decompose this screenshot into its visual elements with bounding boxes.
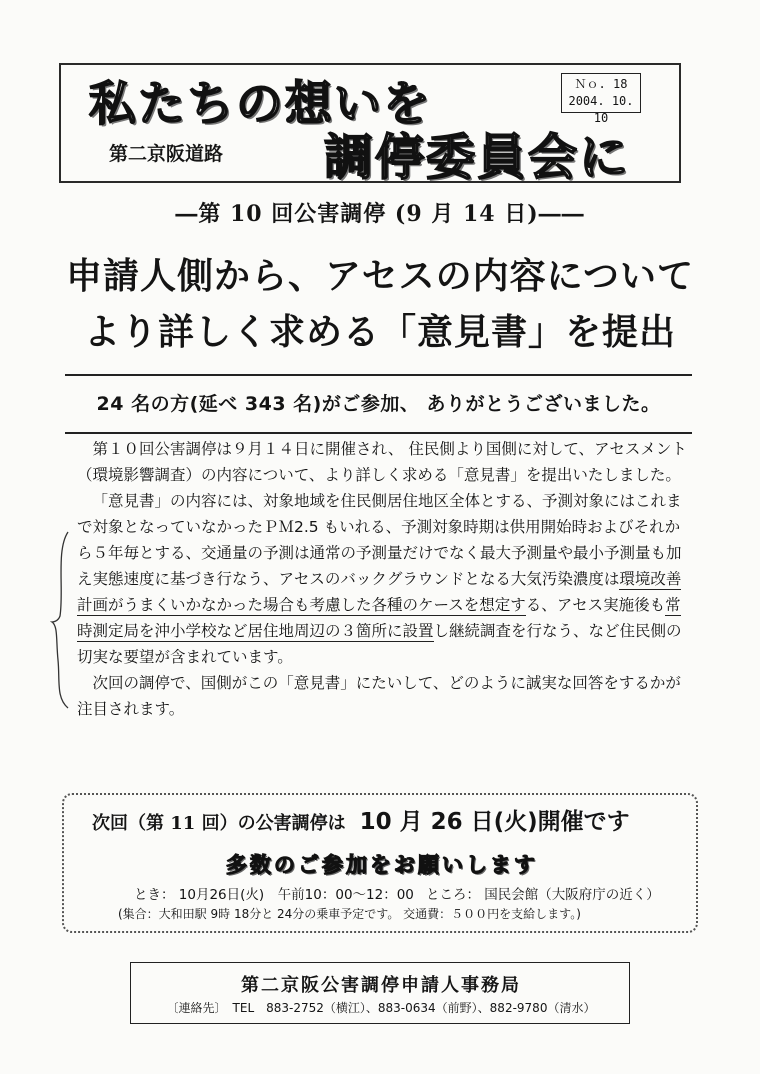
next-session-date: 10 月 26 日(火)開催です	[359, 809, 630, 835]
issue-date: 2004. 10. 10	[568, 94, 634, 125]
handwritten-bracket-mark	[50, 530, 72, 710]
headline-line-2: より詳しく求める「意見書」を提出	[83, 312, 676, 353]
session-time: とき： 10月26日(火) 午前10：00～12：00	[134, 887, 414, 903]
participation-call: 多数のご参加をお願いします	[226, 853, 538, 877]
sub-heading: ―第 10 回公害調停 (9 月 14 日)――	[175, 201, 585, 227]
article-paragraph-2-part-b: る、アセス実施後も	[525, 596, 666, 614]
article-paragraph-3: 次回の調停で、国側がこの「意見書」にたいして、どのように誠実な回答をするかが注目されます。	[77, 674, 681, 718]
office-name: 第二京阪公害調停申請人事務局	[241, 975, 521, 996]
session-venue: ところ： 国民会館（大阪府庁の近く）	[426, 887, 660, 903]
underlined-phrase-1: 環境改善計画がうまくいかなかった場合も考慮した各種のケースを想定す	[77, 570, 682, 614]
article-body	[77, 436, 687, 722]
masthead	[59, 63, 681, 186]
slogan-line-1: 私たちの想いを	[89, 77, 432, 132]
article-paragraph-2-part-c: し継続調査を行なう、など住民側の切実な要望が含まれています。	[77, 622, 682, 666]
slogan-line-2: 調停委員会に	[324, 129, 631, 186]
thanks-banner	[65, 374, 692, 434]
office-contact: 〔連絡先〕 TEL 883-2752（横江）、883-0634（前野）、882-9780（清水）	[166, 1001, 596, 1015]
article-paragraph-1: 第１０回公害調停は９月１４日に開催され、 住民側より国側に対して、アセスメント（環境影響調査）の内容について、より詳しく求める「意見書」を提出いたしました。	[77, 440, 687, 484]
announcement-heading	[92, 803, 630, 836]
issue-number: Ｎｏ. 18	[574, 77, 628, 91]
issue-box	[561, 73, 641, 125]
road-name: 第二京阪道路	[109, 143, 224, 165]
article-paragraph-2	[77, 488, 687, 670]
underlined-phrase-2: 常時測定局を沖小学校など居住地周辺の３箇所に設置	[77, 596, 681, 640]
article-paragraph-2-part-a: 「意見書」の内容には、対象地域を住民側居住地区全体とする、予測対象にはこれまで対象となっていなかったＰＭ2.5 もいれる、予測対象時期は供用開始時およびそれから５年毎とする、交通量の予測は通常の予測量だけでなく最大予測量や最小予測量も加え実態速度に基づき行なう、アセスのバックグラウンドとなる大気汚染濃度は	[77, 492, 682, 588]
thanks-text: 24 名の方(延べ 343 名)がご参加、 ありがとうございました。	[96, 393, 661, 415]
office-box	[130, 962, 630, 1024]
next-session-announcement	[62, 793, 698, 933]
headline-line-1: 申請人側から、アセスの内容について	[66, 256, 694, 297]
meeting-info: (集合：大和田駅 9時 18分と 24分の乗車予定です。 交通費：５００円を支給します。)	[118, 907, 581, 921]
next-session-label: 次回（第 11 回）の公害調停は	[92, 813, 346, 834]
